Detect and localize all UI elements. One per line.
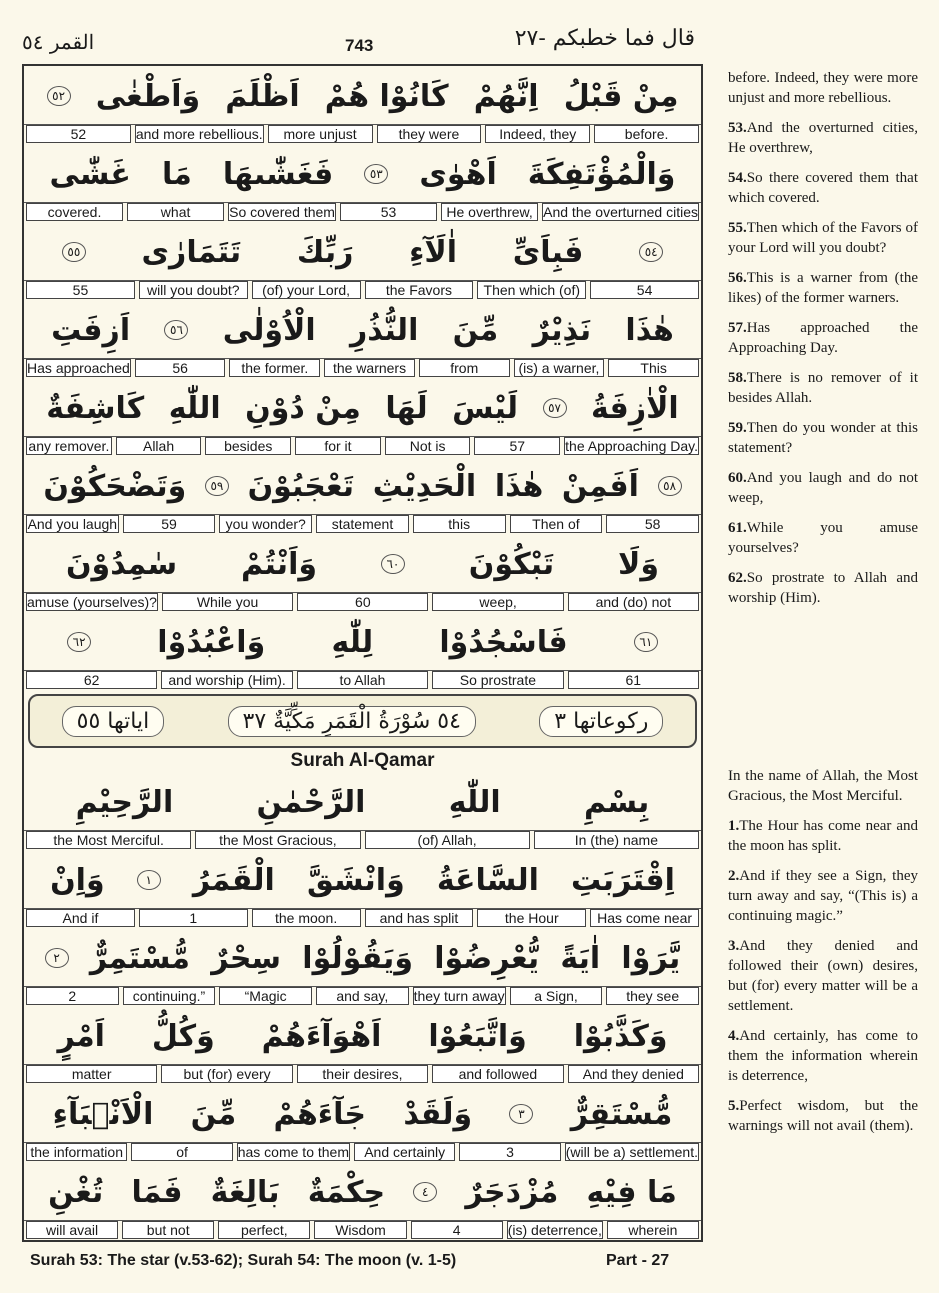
- verse-number-marker: ٢: [45, 948, 69, 968]
- english-gloss: wherein: [607, 1221, 699, 1239]
- verse-number: 1.: [728, 818, 740, 834]
- verse-number: 56.: [728, 270, 747, 286]
- verse-number: 3.: [728, 938, 740, 954]
- english-gloss: more unjust: [268, 125, 373, 143]
- arabic-word: جَآءَهُمْ: [273, 1096, 367, 1132]
- ayah-row: [24, 612, 701, 690]
- verse-text: And the overturned cities, He overthrew,: [728, 120, 918, 156]
- english-gloss: of: [131, 1143, 232, 1161]
- arabic-word: وَلَا: [618, 546, 660, 582]
- english-gloss: statement: [316, 515, 409, 533]
- verse-text: And certainly, has come to them the information wherein is deterrence,: [728, 1028, 918, 1084]
- english-gloss: So prostrate: [432, 671, 563, 689]
- verse-number: 58.: [728, 370, 747, 386]
- arabic-line: [24, 1006, 701, 1066]
- arabic-word: بِسْمِ: [583, 784, 650, 820]
- english-gloss-line: [24, 986, 701, 1005]
- ayah-row: [24, 534, 701, 612]
- english-gloss-line: [24, 592, 701, 611]
- verse-number-marker: ٥٩: [205, 476, 229, 496]
- arabic-word: مُّسْتَقِرٌّ: [570, 1096, 673, 1132]
- arabic-word: وَاتَّبَعُوْا: [428, 1018, 527, 1054]
- arabic-word: سِحْرٌ: [211, 940, 282, 976]
- arabic-line: [24, 1162, 701, 1222]
- english-gloss: this: [413, 515, 506, 533]
- arabic-line: [24, 66, 701, 126]
- arabic-word: كَاشِفَةٌ: [46, 390, 145, 426]
- arabic-word: مُّسْتَمِرٌّ: [89, 940, 190, 976]
- arabic-word: الْاُوْلٰى: [222, 312, 316, 348]
- verse-number-marker: ٥٢: [47, 86, 71, 106]
- english-gloss: the former.: [229, 359, 320, 377]
- arabic-word: فَغَشّٰىهَا: [222, 156, 334, 192]
- english-gloss-line: [24, 830, 701, 849]
- english-gloss: Indeed, they: [485, 125, 590, 143]
- arabic-word: اللّٰهِ: [448, 784, 501, 820]
- ayah-row: [24, 222, 701, 300]
- arabic-word: الرَّحْمٰنِ: [256, 784, 366, 820]
- verse-number: 60.: [728, 470, 747, 486]
- translation-verse: [728, 218, 918, 258]
- verse-number: 5.: [728, 1098, 740, 1114]
- translation-verse: [728, 468, 918, 508]
- surah-banner: [28, 694, 697, 748]
- verse-text: Then which of the Favors of your Lord will you doubt?: [728, 220, 918, 256]
- translation-verse: [728, 568, 918, 608]
- ayah-row: [24, 850, 701, 928]
- arabic-word: وَكَذَّبُوْا: [573, 1018, 668, 1054]
- translation-verse: [728, 68, 918, 108]
- english-gloss: and worship (Him).: [161, 671, 292, 689]
- english-gloss: 1: [139, 909, 248, 927]
- arabic-word: وَاَطْغٰى: [95, 78, 201, 114]
- ayah-row: [24, 456, 701, 534]
- translation-column-surah-53: [728, 68, 918, 618]
- arabic-word: تَتَمَارٰى: [141, 234, 242, 270]
- word-by-word-grid: [22, 64, 703, 1242]
- arabic-word: وَاعْبُدُوْا: [157, 624, 266, 660]
- verse-number-marker: ١: [137, 870, 161, 890]
- english-gloss: 56: [135, 359, 226, 377]
- english-gloss: While you: [162, 593, 293, 611]
- verse-text: So prostrate to Allah and worship (Him).: [728, 570, 918, 606]
- english-gloss: to Allah: [297, 671, 428, 689]
- verse-number-marker: ٥٧: [543, 398, 567, 418]
- english-gloss: matter: [26, 1065, 157, 1083]
- english-gloss: (of) Allah,: [365, 831, 530, 849]
- english-gloss: before.: [594, 125, 699, 143]
- arabic-word: فَاسْجُدُوْا: [439, 624, 568, 660]
- english-gloss: weep,: [432, 593, 563, 611]
- page-number: 743: [345, 36, 374, 55]
- arabic-line: [24, 456, 701, 516]
- translation-verse: [728, 368, 918, 408]
- arabic-word: مِّنَ: [190, 1096, 237, 1132]
- english-gloss: Then of: [510, 515, 603, 533]
- verse-number: 53.: [728, 120, 747, 136]
- arabic-line: [24, 772, 701, 832]
- verse-number: 2.: [728, 868, 740, 884]
- english-gloss: And they denied: [568, 1065, 699, 1083]
- translation-verse: [728, 518, 918, 558]
- arabic-word: نَذِيْرٌ: [532, 312, 592, 348]
- verse-number-marker: ٦١: [634, 632, 658, 652]
- arabic-word: مِنْ قَبْلُ: [563, 78, 679, 114]
- arabic-word: النُّذُرِ: [349, 312, 419, 348]
- english-gloss: you wonder?: [219, 515, 312, 533]
- verse-number: 55.: [728, 220, 747, 236]
- english-gloss: they were: [377, 125, 482, 143]
- arabic-word: فَبِاَىِّ: [512, 234, 584, 270]
- arabic-word: اٰيَةً: [560, 940, 601, 976]
- arabic-word: بَالِغَةٌ: [210, 1174, 280, 1210]
- arabic-word: هٰذَا: [625, 312, 674, 348]
- verse-number-marker: ٥٣: [364, 164, 388, 184]
- verse-number: 57.: [728, 320, 747, 336]
- arabic-word: لَهَا: [385, 390, 428, 426]
- arabic-word: رَبِّكَ: [296, 234, 354, 270]
- english-gloss-line: [24, 670, 701, 689]
- juz-title: قال فما خطبكم -٢٧: [514, 26, 695, 51]
- arabic-word: لِلّٰهِ: [331, 624, 374, 660]
- translation-verse: [728, 866, 918, 926]
- ayah-row: [24, 928, 701, 1006]
- verse-text: The Hour has come near and the moon has split.: [728, 818, 918, 854]
- english-gloss: they see: [606, 987, 699, 1005]
- english-gloss: He overthrew,: [441, 203, 538, 221]
- verse-number-marker: ٥٤: [639, 242, 663, 262]
- english-gloss: and (do) not: [568, 593, 699, 611]
- translation-verse: [728, 318, 918, 358]
- english-gloss: 58: [606, 515, 699, 533]
- verse-number: 59.: [728, 420, 747, 436]
- english-gloss: the Favors: [365, 281, 474, 299]
- arabic-line: [24, 300, 701, 360]
- english-gloss: from: [419, 359, 510, 377]
- arabic-word: اٰلَآءِ: [409, 234, 458, 270]
- translation-verse: [728, 1026, 918, 1086]
- english-gloss: And if: [26, 909, 135, 927]
- english-gloss-line: [24, 124, 701, 143]
- english-gloss-line: [24, 1142, 701, 1161]
- arabic-word: مِنْ دُوْنِ: [245, 390, 361, 426]
- verse-number-marker: ٣: [509, 1104, 533, 1124]
- verse-number: 62.: [728, 570, 747, 586]
- english-gloss: for it: [295, 437, 381, 455]
- footer-part: Part - 27: [606, 1252, 670, 1269]
- translation-verse: [728, 936, 918, 1016]
- verse-text: And if they see a Sign, they turn away and say, “(This is) a continuing magic.”: [728, 868, 918, 924]
- verse-number-marker: ٦٢: [67, 632, 91, 652]
- verse-text: While you amuse yourselves?: [728, 520, 918, 556]
- arabic-word: حِكْمَةٌ: [307, 1174, 386, 1210]
- arabic-word: كَانُوْا هُمْ: [324, 78, 449, 114]
- english-gloss-line: [24, 280, 701, 299]
- english-gloss: but not: [122, 1221, 214, 1239]
- english-gloss: and say,: [316, 987, 409, 1005]
- english-gloss: And you laugh: [27, 516, 118, 532]
- english-gloss: and has split: [365, 909, 474, 927]
- english-gloss: So covered them: [229, 204, 335, 220]
- ayah-row: [24, 66, 701, 144]
- arabic-line: [24, 612, 701, 672]
- arabic-word: يُّعْرِضُوْا: [434, 940, 540, 976]
- english-gloss: 59: [123, 515, 216, 533]
- arabic-line: [24, 144, 701, 204]
- english-gloss: the Approaching Day.: [565, 438, 698, 454]
- english-gloss: the Most Merciful.: [26, 831, 191, 849]
- english-gloss: amuse (yourselves)?: [27, 594, 157, 610]
- translation-verse: [728, 168, 918, 208]
- english-gloss: Then which (of): [477, 281, 586, 299]
- english-gloss-line: [24, 358, 701, 377]
- english-gloss: (of) your Lord,: [252, 281, 361, 299]
- verse-number: 4.: [728, 1028, 740, 1044]
- arabic-word: اَظْلَمَ: [225, 78, 300, 114]
- verse-text: There is no remover of it besides Allah.: [728, 370, 918, 406]
- english-gloss: 3: [459, 1143, 560, 1161]
- ayah-row: [24, 1084, 701, 1162]
- arabic-word: اَفَمِنْ: [561, 468, 639, 504]
- arabic-word: وَانْشَقَّ: [306, 862, 405, 898]
- english-gloss-line: [24, 1220, 701, 1239]
- translation-verse: [728, 418, 918, 458]
- arabic-word: اَزِفَتِ: [51, 312, 131, 348]
- english-gloss: the information: [26, 1143, 127, 1161]
- english-gloss: 62: [26, 671, 157, 689]
- arabic-word: غَشّٰى: [49, 156, 131, 192]
- english-gloss: their desires,: [297, 1065, 428, 1083]
- arabic-word: الْحَدِيْثِ: [372, 468, 477, 504]
- english-gloss: Wisdom: [314, 1221, 406, 1239]
- english-gloss: This: [608, 359, 699, 377]
- english-gloss: any remover.: [26, 437, 112, 455]
- arabic-line: [24, 378, 701, 438]
- english-gloss: covered.: [26, 203, 123, 221]
- arabic-word: وَلَقَدْ: [403, 1096, 473, 1132]
- english-gloss-line: [24, 1064, 701, 1083]
- english-gloss: And the overturned cities: [543, 204, 698, 220]
- verse-text: This is a warner from (the likes) of the former warners.: [728, 270, 918, 306]
- arabic-word: الرَّحِيْمِ: [75, 784, 174, 820]
- verse-text: And they denied and followed their (own) desires, but (for) every matter will be a settlement.: [728, 938, 918, 1014]
- verse-number: 61.: [728, 520, 747, 536]
- arabic-line: [24, 928, 701, 988]
- english-gloss: 54: [590, 281, 699, 299]
- arabic-word: لَيْسَ: [452, 390, 519, 426]
- arabic-word: يَّرَوْا: [621, 940, 681, 976]
- english-gloss: the Most Gracious,: [195, 831, 360, 849]
- english-gloss: Has approached: [27, 360, 130, 376]
- english-gloss: perfect,: [218, 1221, 310, 1239]
- english-gloss: will you doubt?: [139, 281, 248, 299]
- verse-text: before. Indeed, they were more unjust and more rebellious.: [728, 70, 918, 106]
- ayah-row: [24, 300, 701, 378]
- ayah-row: [24, 1162, 701, 1240]
- arabic-word: اَهْوَآءَهُمْ: [261, 1018, 382, 1054]
- arabic-word: مَا فِيْهِ: [586, 1174, 677, 1210]
- arabic-word: اِنَّهُمْ: [473, 78, 539, 114]
- translation-verse: [728, 766, 918, 806]
- arabic-line: [24, 222, 701, 282]
- english-gloss: And certainly: [354, 1143, 455, 1161]
- english-gloss: 60: [297, 593, 428, 611]
- arabic-word: الْاٰزِفَةُ: [590, 390, 679, 426]
- english-gloss: continuing.”: [123, 987, 216, 1005]
- ayah-row: [24, 1006, 701, 1084]
- arabic-word: وَكُلُّ: [151, 1018, 215, 1054]
- english-gloss: a Sign,: [510, 987, 603, 1005]
- arabic-word: مِّنَ: [452, 312, 499, 348]
- verse-number-marker: ٥٨: [658, 476, 682, 496]
- verse-text: And you laugh and do not weep,: [728, 470, 918, 506]
- english-gloss: In (the) name: [534, 831, 699, 849]
- arabic-word: وَاَنْتُمْ: [241, 546, 317, 582]
- english-gloss: the moon.: [252, 909, 361, 927]
- english-gloss: 57: [474, 437, 560, 455]
- verse-number-marker: ٤: [413, 1182, 437, 1202]
- ayah-row: [24, 772, 701, 850]
- banner-surah: ٥٤ سُوْرَةُ الْقَمَرِ مَكِّيَّةٌ ٣٧: [228, 706, 476, 737]
- english-gloss: 2: [26, 987, 119, 1005]
- arabic-line: [24, 1084, 701, 1144]
- arabic-word: اِقْتَرَبَتِ: [571, 862, 675, 898]
- arabic-word: تَعْجَبُوْنَ: [247, 468, 355, 504]
- ayah-row: [24, 378, 701, 456]
- translation-verse: [728, 1096, 918, 1136]
- arabic-word: تُغْنِ: [48, 1174, 104, 1210]
- arabic-word: السَّاعَةُ: [436, 862, 539, 898]
- english-gloss: “Magic: [219, 987, 312, 1005]
- english-gloss: 61: [568, 671, 699, 689]
- english-gloss: (will be a) settlement.: [565, 1144, 698, 1160]
- arabic-line: [24, 850, 701, 910]
- verse-text: So there covered them that which covered.: [728, 170, 918, 206]
- english-gloss: (is) deterrence,: [507, 1222, 602, 1238]
- verse-number-marker: ٥٥: [62, 242, 86, 262]
- arabic-word: الْقَمَرُ: [192, 862, 275, 898]
- verse-text: In the name of Allah, the Most Gracious, the Most Merciful.: [728, 768, 918, 804]
- arabic-word: فَمَا: [131, 1174, 183, 1210]
- verse-number-marker: ٦٠: [381, 554, 405, 574]
- english-gloss: the Hour: [477, 909, 586, 927]
- surah-name-header: القمر ٥٤: [22, 30, 95, 54]
- arabic-word: سٰمِدُوْنَ: [65, 546, 178, 582]
- arabic-word: وَاِنْ: [50, 862, 105, 898]
- arabic-word: اللّٰهِ: [168, 390, 221, 426]
- surah-title: Surah Al-Qamar: [290, 750, 435, 771]
- english-gloss: 53: [340, 203, 437, 221]
- english-gloss: Has come near: [590, 909, 699, 927]
- arabic-word: اَهْوٰى: [419, 156, 497, 192]
- english-gloss: besides: [205, 437, 291, 455]
- translation-verse: [728, 118, 918, 158]
- english-gloss: and followed: [432, 1065, 563, 1083]
- verse-number: 54.: [728, 170, 747, 186]
- english-gloss: 55: [26, 281, 135, 299]
- english-gloss: what: [127, 203, 224, 221]
- english-gloss: will avail: [26, 1221, 118, 1239]
- english-gloss: but (for) every: [161, 1065, 292, 1083]
- english-gloss-line: [24, 514, 701, 533]
- translation-verse: [728, 816, 918, 856]
- banner-ayat: اياتها ٥٥: [62, 706, 165, 737]
- arabic-line: [24, 534, 701, 594]
- english-gloss-line: [24, 436, 701, 455]
- english-gloss: 52: [26, 125, 131, 143]
- english-gloss-line: [24, 908, 701, 927]
- english-gloss: they turn away: [413, 988, 505, 1004]
- english-gloss-line: [24, 202, 701, 221]
- translation-verse: [728, 268, 918, 308]
- verse-text: Then do you wonder at this statement?: [728, 420, 918, 456]
- arabic-word: مُزْدَجَرٌ: [465, 1174, 559, 1210]
- verse-text: Perfect wisdom, but the warnings will not avail (them).: [728, 1098, 918, 1134]
- verse-text: Has approached the Approaching Day.: [728, 320, 918, 356]
- english-gloss: Not is: [385, 437, 471, 455]
- arabic-word: هٰذَا: [494, 468, 544, 504]
- arabic-word: اَمْرٍ: [57, 1018, 105, 1054]
- english-gloss: (is) a warner,: [514, 359, 605, 377]
- english-gloss: has come to them: [237, 1144, 349, 1160]
- arabic-word: وَالْمُؤْتَفِكَةَ: [527, 156, 676, 192]
- english-gloss: and more rebellious.: [135, 126, 263, 142]
- arabic-word: وَيَقُوْلُوْا: [302, 940, 413, 976]
- translation-column-surah-54: [728, 766, 918, 1146]
- footer-surah-info: Surah 53: The star (v.53-62); Surah 54: The moon (v. 1-5): [30, 1252, 457, 1269]
- english-gloss: 4: [411, 1221, 503, 1239]
- ayah-row: [24, 144, 701, 222]
- english-gloss: the warners: [324, 359, 415, 377]
- verse-number-marker: ٥٦: [164, 320, 188, 340]
- arabic-word: وَتَضْحَكُوْنَ: [43, 468, 187, 504]
- arabic-word: الْاَنْۢبَآءِ: [52, 1096, 154, 1132]
- banner-rukus: ركوعاتها ٣: [539, 706, 663, 737]
- arabic-word: مَا: [161, 156, 192, 192]
- arabic-word: تَبْكُوْنَ: [468, 546, 555, 582]
- english-gloss: Allah: [116, 437, 202, 455]
